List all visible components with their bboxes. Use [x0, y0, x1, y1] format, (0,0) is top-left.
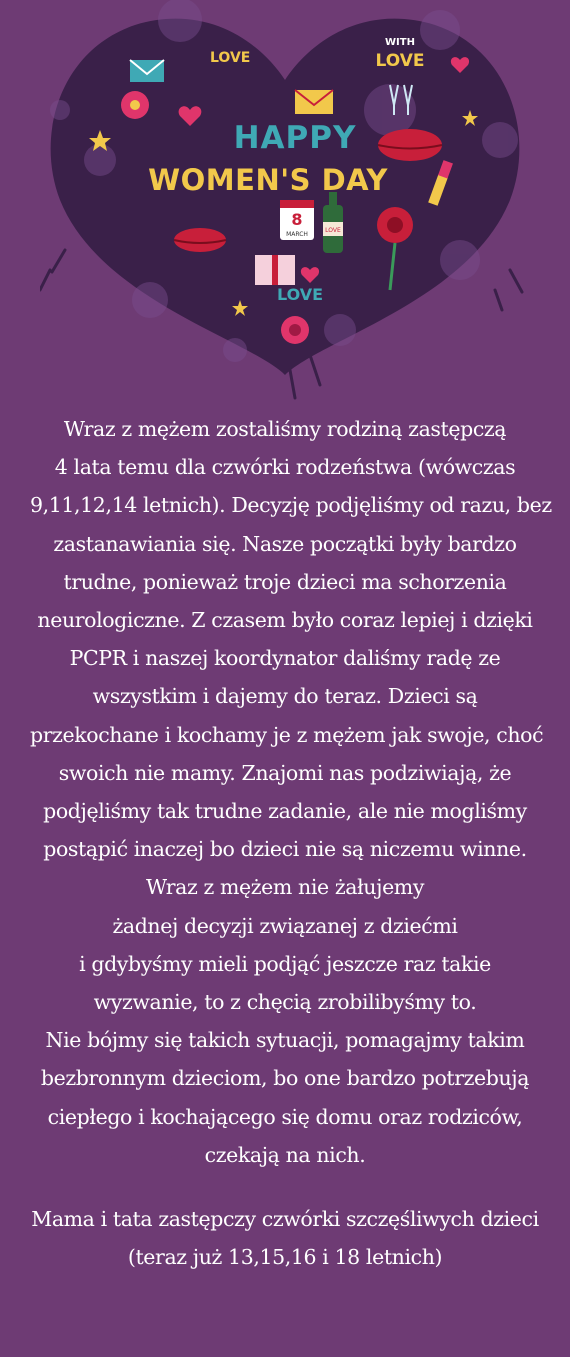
calendar-month: MARCH	[286, 231, 308, 238]
calendar-icon	[280, 200, 314, 240]
lips-icon	[174, 228, 226, 252]
message-line: neurologiczne. Z czasem było coraz lepiej i dzięki	[37, 608, 533, 633]
message-line: ciepłego i kochającego się domu oraz rodziców,	[47, 1104, 523, 1129]
with-text: WITH	[385, 37, 415, 48]
love-top-text: LOVE	[375, 51, 425, 71]
message-line: PCPR i naszej koordynator daliśmy radę ze	[69, 646, 501, 671]
love-bottom-text: LOVE	[276, 285, 324, 304]
message-text	[30, 410, 552, 1174]
signature-text	[30, 1200, 540, 1276]
message-line: swoich nie mamy. Znajomi nas podziwiają, że	[58, 760, 512, 785]
message-line: wszystkim i dajemy do teraz. Dzieci są	[92, 684, 478, 709]
lips-icon	[378, 129, 442, 161]
message-line: wyzwanie, to z chęcią zrobilibyśmy to.	[93, 990, 477, 1015]
gift-box-icon	[255, 255, 295, 285]
calendar-day: 8	[291, 210, 303, 229]
flower-icon	[121, 91, 149, 119]
message-line: 9,11,12,14 letnich). Decyzję podjęliśmy od razu, bez	[30, 493, 552, 518]
envelope-icon	[295, 90, 333, 114]
rose-icon	[281, 316, 309, 344]
message-line: przekochane i kochamy je z mężem jak swoje, choć	[30, 722, 544, 747]
message-line: podjęliśmy tak trudne zadanie, ale nie mogliśmy	[43, 799, 527, 824]
message-line: żadnej decyzji związanej z dziećmi	[112, 913, 458, 938]
signature-line: Mama i tata zastępczy czwórki szczęśliwych dzieci	[31, 1207, 539, 1231]
signature-line: (teraz już 13,15,16 i 18 letnich)	[127, 1245, 443, 1270]
message-line: bezbronnym dzieciom, bo one bardzo potrzebują	[40, 1066, 530, 1091]
envelope-icon	[130, 60, 164, 82]
message-line: zastanawiania się. Nasze początki były bardzo	[53, 531, 517, 556]
womens-day-text: WOMEN'S DAY	[148, 163, 388, 197]
message-line: Wraz z mężem nie żałujemy	[145, 875, 425, 900]
message-line: 4 lata temu dla czwórki rodzeństwa (wówczas	[54, 455, 516, 480]
heart-illustration	[40, 0, 530, 400]
message-line: i gdybyśmy mieli podjąć jeszcze raz takie	[79, 951, 491, 976]
message-line: Wraz z mężem zostaliśmy rodziną zastępczą	[63, 417, 507, 441]
bottle-label: LOVE	[325, 227, 341, 234]
love-left-text: LOVE	[210, 50, 251, 66]
message-line: postąpić inaczej bo dzieci nie są niczemu winne.	[43, 837, 527, 862]
message-line: trudne, ponieważ troje dzieci ma schorzenia	[63, 569, 507, 594]
happy-text: HAPPY	[233, 120, 357, 156]
message-line: czekają na nich.	[204, 1142, 366, 1167]
message-line: Nie bójmy się takich sytuacji, pomagajmy takim	[45, 1028, 525, 1053]
